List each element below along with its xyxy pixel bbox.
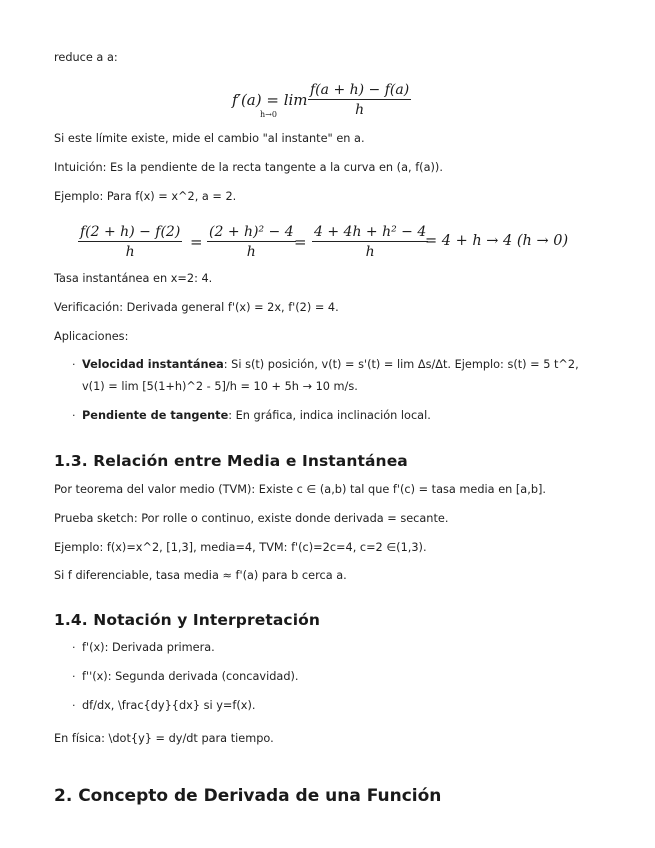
app-title: Pendiente de tangente bbox=[82, 409, 229, 422]
limit-subscript: h→0 bbox=[260, 110, 277, 119]
bullet-icon: · bbox=[72, 409, 76, 422]
list-item-continuation: v(1) = lim [5(1+h)^2 - 5]/h = 10 + 5h → 10 m/s. bbox=[82, 380, 358, 393]
section-heading-1-4: 1.4. Notación y Interpretación bbox=[54, 611, 320, 629]
example-fraction-3 bbox=[312, 224, 428, 260]
example-frac2-denominator: h bbox=[246, 244, 256, 260]
example-frac1-denominator: h bbox=[125, 244, 135, 260]
example-frac3-numerator: 4 + 4h + h² − 4 bbox=[314, 224, 427, 240]
list-item bbox=[82, 358, 579, 371]
paragraph-rate: Tasa instantánea en x=2: 4. bbox=[54, 272, 213, 285]
paragraph-limit: Si este límite existe, mide el cambio "al instante" en a. bbox=[54, 132, 365, 145]
bullet-icon: · bbox=[72, 641, 76, 654]
paragraph: Por teorema del valor medio (TVM): Existe c ∈ (a,b) tal que f'(c) = tasa media en [a,b]. bbox=[54, 483, 546, 496]
section-heading-2: 2. Concepto de Derivada de una Función bbox=[54, 786, 442, 806]
bullet-icon: · bbox=[72, 699, 76, 712]
example-result: = 4 + h → 4 (h → 0) bbox=[425, 233, 569, 249]
example-fraction-2 bbox=[207, 224, 296, 260]
paragraph-apps: Aplicaciones: bbox=[54, 330, 129, 343]
bullet-icon: · bbox=[72, 358, 76, 371]
paragraph: Ejemplo: f(x)=x^2, [1,3], media=4, TVM: f'(c)=2c=4, c=2 ∈(1,3). bbox=[54, 541, 427, 554]
paragraph-physics: En física: \dot{y} = dy/dt para tiempo. bbox=[54, 732, 274, 745]
derivative-numerator: f(a + h) − f(a) bbox=[310, 82, 410, 98]
intro-text: reduce a a: bbox=[54, 51, 118, 64]
app-text: : En gráfica, indica inclinación local. bbox=[228, 409, 431, 422]
paragraph-example: Ejemplo: Para f(x) = x^2, a = 2. bbox=[54, 190, 237, 203]
list-item: f'(x): Derivada primera. bbox=[82, 641, 215, 654]
paragraph: Prueba sketch: Por rolle o continuo, existe donde derivada = secante. bbox=[54, 512, 449, 525]
app-text: : Si s(t) posición, v(t) = s'(t) = lim Δs/Δt. Ejemplo: s(t) = 5 t^2, bbox=[223, 358, 579, 371]
bullet-icon: · bbox=[72, 670, 76, 683]
list-item bbox=[82, 409, 431, 422]
example-frac1-numerator: f(2 + h) − f(2) bbox=[80, 224, 181, 240]
equals-sign: = bbox=[294, 233, 307, 251]
paragraph: Si f diferenciable, tasa media ≈ f'(a) para b cerca a. bbox=[54, 569, 347, 582]
paragraph-verify: Verificación: Derivada general f'(x) = 2x, f'(2) = 4. bbox=[54, 301, 339, 314]
list-item: f''(x): Segunda derivada (concavidad). bbox=[82, 670, 299, 683]
app-title: Velocidad instantánea bbox=[82, 358, 224, 371]
paragraph-intuition: Intuición: Es la pendiente de la recta tangente a la curva en (a, f(a)). bbox=[54, 161, 443, 174]
section-heading-1-3: 1.3. Relación entre Media e Instantánea bbox=[54, 452, 408, 470]
example-frac3-denominator: h bbox=[365, 244, 375, 260]
derivative-lhs: f′(a) = lim bbox=[232, 91, 308, 109]
example-fraction-1 bbox=[78, 224, 182, 260]
equals-sign: = bbox=[190, 233, 203, 251]
derivative-fraction bbox=[308, 82, 411, 118]
derivative-denominator: h bbox=[355, 102, 365, 118]
example-frac2-numerator: (2 + h)² − 4 bbox=[209, 224, 294, 240]
list-item: df/dx, \frac{dy}{dx} si y=f(x). bbox=[82, 699, 256, 712]
